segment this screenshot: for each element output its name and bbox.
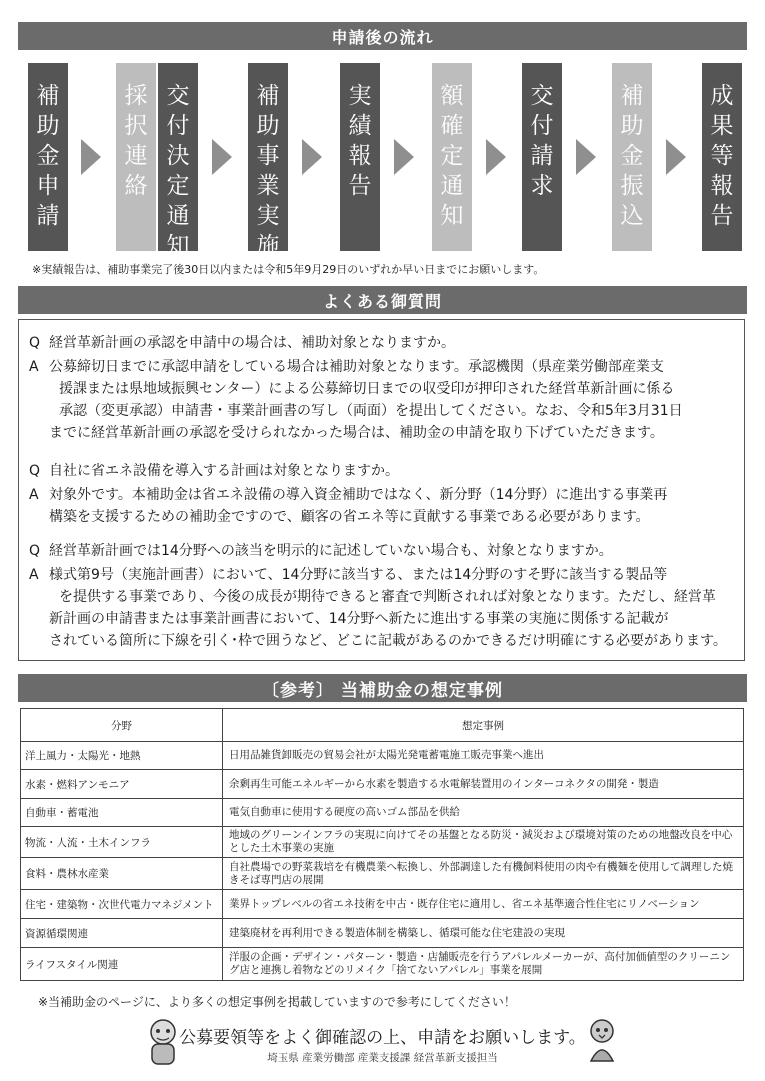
- cases-section-title: 〔参考〕 当補助金の想定事例: [18, 674, 747, 702]
- case-cell: 自社農場での野菜栽培を有機農業へ転換し、外部調達した有機飼料使用の肉や有機麺を使用して調理した焼きそば専門店の展開: [223, 858, 744, 890]
- flow-step-char: 振: [620, 173, 644, 199]
- a-mark: A: [29, 487, 39, 503]
- flow-section-title: 申請後の流れ: [18, 22, 747, 50]
- cases-table: [20, 708, 744, 981]
- flow-step: [702, 63, 742, 251]
- answer-line: 対象外です。本補助金は省エネ設備の導入資金補助ではなく、新分野（14分野）に進出する事業再: [49, 487, 668, 503]
- flow-arrow-icon: [212, 139, 232, 175]
- table-row: [21, 742, 744, 770]
- cases-note: ※当補助金のページに、より多くの想定事例を掲載していますので参考にしてください！: [38, 995, 516, 1009]
- flow-step-char: 助: [36, 113, 60, 139]
- q-mark: Q: [29, 543, 41, 559]
- table-row: [21, 919, 744, 948]
- flow-step-char: 定: [440, 143, 464, 169]
- q-mark: Q: [29, 335, 41, 351]
- flow-step: [116, 63, 156, 251]
- field-cell: 物流・人流・土木インフラ: [21, 827, 223, 858]
- flow-step-char: 知: [440, 203, 464, 229]
- table-row: [21, 770, 744, 799]
- field-cell: ライフスタイル関連: [21, 948, 223, 981]
- case-cell: 余剰再生可能エネルギーから水素を製造する水電解装置用のインターコネクタの開発・製造: [223, 770, 744, 799]
- flow-step: [612, 63, 652, 251]
- answer-line: 援課または県地域振興センター）による公募締切日までの収受印が押印された経営革新計画に係る: [59, 381, 675, 397]
- flow-step-char: 採: [124, 83, 148, 109]
- flow-step-char: 金: [620, 143, 644, 169]
- flow-step-char: 等: [710, 143, 734, 169]
- answer-line: までに経営革新計画の承認を受けられなかった場合は、補助金の申請を取り下げていただきます。: [49, 425, 664, 441]
- flow-step-char: 事: [256, 143, 280, 169]
- flow-step: [340, 63, 380, 251]
- field-cell: 食料・農林水産業: [21, 858, 223, 890]
- field-cell: 水素・燃料アンモニア: [21, 770, 223, 799]
- flow-step-char: 込: [620, 203, 644, 229]
- answer-line: 様式第9号（実施計画書）において、14分野に該当する、または14分野のすそ野に該当する製品等: [49, 567, 668, 583]
- answer-line: 承認（変更承認）申請書・事業計画書の写し（両面）を提出してください。なお、令和5年3月31日: [59, 403, 683, 419]
- answer-line: を提供する事業であり、今後の成長が期待できると審査で判断されれば対象となります。ただし、経営革: [59, 589, 716, 605]
- table-row: [21, 948, 744, 981]
- flow-step-char: 実: [256, 203, 280, 229]
- flow-step-char: 求: [530, 173, 554, 199]
- faq-answer: [29, 484, 739, 528]
- faq-answer: [29, 356, 739, 444]
- flow-arrow-icon: [486, 139, 506, 175]
- table-row: [21, 858, 744, 890]
- flow-step-char: 絡: [124, 173, 148, 199]
- flow-step-char: 報: [348, 143, 372, 169]
- flow-step-char: 連: [124, 143, 148, 169]
- flow-step-char: 付: [166, 113, 190, 139]
- answer-line: 構築を支援するための補助金ですので、顧客の省エネ等に貢献する事業である必要があります。: [49, 509, 650, 525]
- flow-step-char: 通: [166, 203, 190, 229]
- flow-arrow-icon: [394, 139, 414, 175]
- flow-step-char: 通: [440, 173, 464, 199]
- case-column-header: 想定事例: [223, 709, 744, 742]
- flow-step-char: 額: [440, 83, 464, 109]
- flow-arrow-icon: [666, 139, 686, 175]
- flow-step-char: 施: [256, 233, 280, 259]
- faq-question: [29, 332, 739, 354]
- faq-question: [29, 460, 739, 482]
- flow-step-char: 請: [530, 143, 554, 169]
- case-cell: 建築廃材を再利用できる製造体制を構築し、循環可能な住宅建設の実現: [223, 919, 744, 948]
- answer-line: されている箇所に下線を引く･枠で囲うなど、どこに記載があるのかできるだけ明確にする必要があります。: [49, 633, 727, 649]
- flow-step-char: 付: [530, 113, 554, 139]
- question-text: 経営革新計画では14分野への該当を明示的に記述していない場合も、対象となりますか。: [49, 543, 613, 559]
- answer-line: 公募締切日までに承認申請をしている場合は補助対象となります。承認機関（県産業労働部産業支: [49, 359, 664, 375]
- flow-step: [28, 63, 68, 251]
- flow-step-char: 実: [348, 83, 372, 109]
- department-name: 埼玉県 産業労働部 産業支援課 経営革新支援担当: [267, 1052, 498, 1064]
- field-cell: 資源循環関連: [21, 919, 223, 948]
- closing-message: 公募要領等をよく御確認の上、申請をお願いします。: [179, 1028, 586, 1048]
- field-cell: 自動車・蓄電池: [21, 799, 223, 827]
- flow-step-char: 知: [166, 233, 190, 259]
- flow-step-char: 助: [620, 113, 644, 139]
- case-cell: 電気自動車に使用する硬度の高いゴム部品を供給: [223, 799, 744, 827]
- case-cell: 日用品雑貨卸販売の貿易会社が太陽光発電蓄電施工販売事業へ進出: [223, 742, 744, 770]
- field-column-header: 分野: [21, 709, 223, 742]
- case-cell: 業界トップレベルの省エネ技術を中古・既存住宅に適用し、省エネ基準適合性住宅にリノベーション: [223, 890, 744, 919]
- flow-arrow-icon: [81, 139, 101, 175]
- faq-question: [29, 540, 739, 562]
- flow-step-char: 申: [36, 173, 60, 199]
- flow-step-char: 補: [256, 83, 280, 109]
- case-cell: 地域のグリーンインフラの実現に向けてその基盤となる防災・減災および環境対策のための地盤改良を中心とした土木事業の実施: [223, 827, 744, 858]
- flow-step-char: 報: [710, 173, 734, 199]
- flow-step-char: 確: [440, 113, 464, 139]
- flow-arrow-icon: [302, 139, 322, 175]
- faq-section-title: よくある御質問: [18, 286, 747, 314]
- flow-step-char: 金: [36, 143, 60, 169]
- flow-step-char: 請: [36, 203, 60, 229]
- case-cell: 洋服の企画・デザイン・パターン・製造・店舗販売を行うアパレルメーカーが、高付加価値型のクリーニング店と連携し着物などのリメイク「捨てないアパレル」事業を展開: [223, 948, 744, 981]
- field-cell: 洋上風力・太陽光・地熱: [21, 742, 223, 770]
- flow-step-char: 定: [166, 173, 190, 199]
- flow-note: ※実績報告は、補助事業完了後30日以内または令和5年9月29日のいずれか早い日までにお願いします。: [32, 263, 545, 276]
- flow-step-char: 補: [36, 83, 60, 109]
- flow-step-char: 績: [348, 113, 372, 139]
- flow-step-char: 決: [166, 143, 190, 169]
- table-header-row: [21, 709, 744, 742]
- flow-step: [248, 63, 288, 259]
- flow-step-char: 業: [256, 173, 280, 199]
- flow-step-char: 告: [348, 173, 372, 199]
- flow-step-char: 補: [620, 83, 644, 109]
- flow-step-char: 交: [530, 83, 554, 109]
- flow-step: [432, 63, 472, 251]
- a-mark: A: [29, 359, 39, 375]
- faq-box: [18, 319, 745, 661]
- application-flow: [28, 63, 744, 259]
- flow-step-char: 成: [710, 83, 734, 109]
- table-row: [21, 890, 744, 919]
- faq-answer: [29, 564, 739, 652]
- q-mark: Q: [29, 463, 41, 479]
- flow-step-char: 助: [256, 113, 280, 139]
- flow-step-char: 果: [710, 113, 734, 139]
- flow-step: [158, 63, 198, 259]
- flow-step: [522, 63, 562, 251]
- field-cell: 住宅・建築物・次世代電力マネジメント: [21, 890, 223, 919]
- flow-arrow-icon: [576, 139, 596, 175]
- flow-step-char: 択: [124, 113, 148, 139]
- table-row: [21, 827, 744, 858]
- flow-step-char: 告: [710, 203, 734, 229]
- flow-step-char: 交: [166, 83, 190, 109]
- table-row: [21, 799, 744, 827]
- answer-line: 新計画の申請書または事業計画書において、14分野へ新たに進出する事業の実施に関係する記載が: [49, 611, 669, 627]
- question-text: 経営革新計画の承認を申請中の場合は、補助対象となりますか。: [49, 335, 455, 351]
- a-mark: A: [29, 567, 39, 583]
- question-text: 自社に省エネ設備を導入する計画は対象となりますか。: [49, 463, 399, 479]
